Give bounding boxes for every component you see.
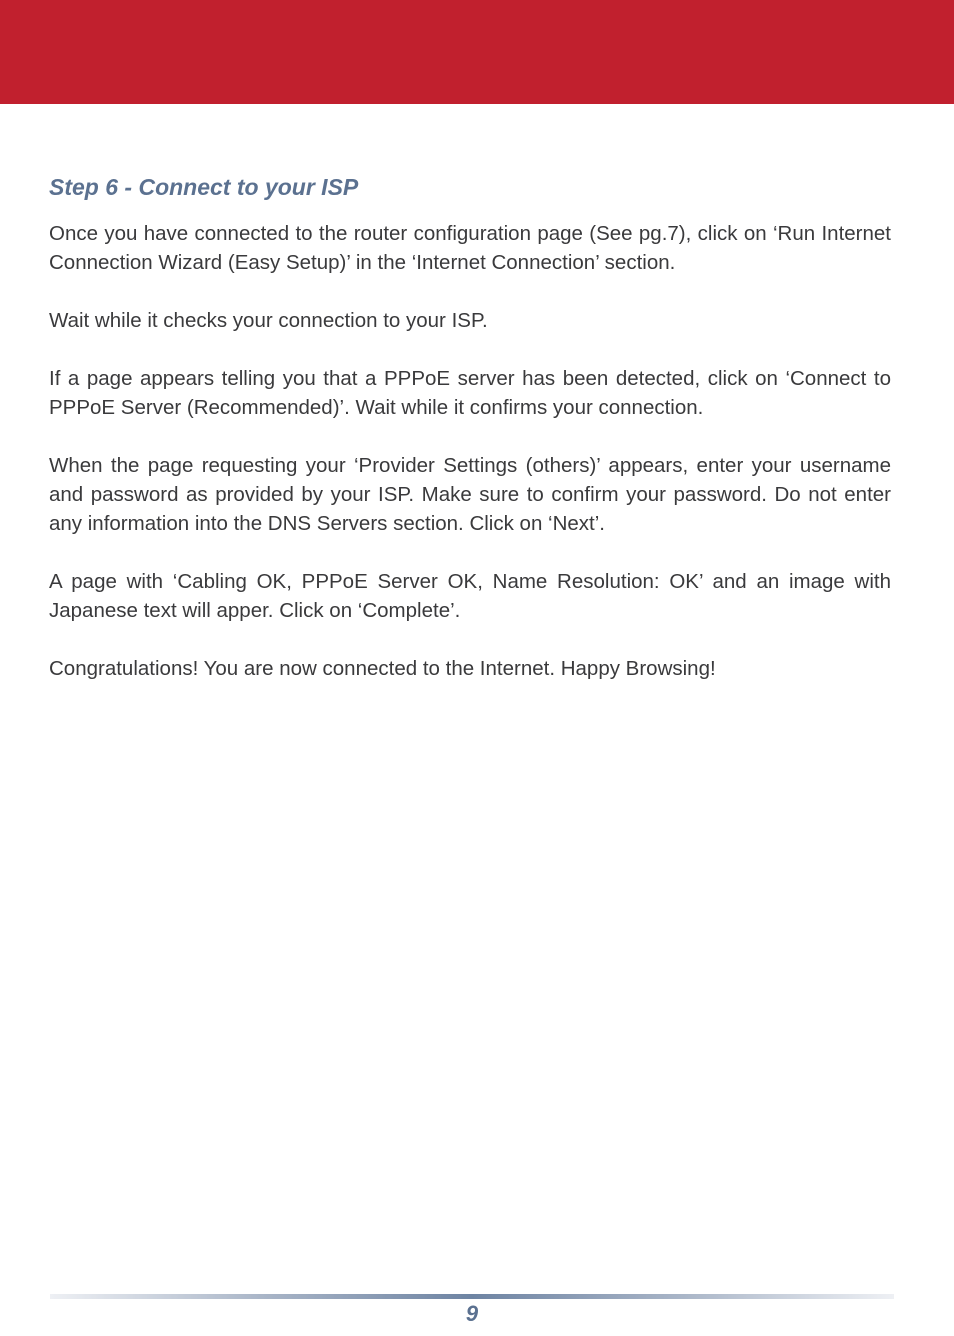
paragraph-pppoe-detected: If a page appears telling you that a PPPoE server has been detected, click on ‘Connect to PPPoE Server (Recommended)’. Wait while it confirms your connection. bbox=[49, 367, 891, 419]
footer-divider bbox=[50, 1294, 894, 1299]
paragraph-status-complete: A page with ‘Cabling OK, PPPoE Server OK, Name Resolution: OK’ and an image with Japanese text will apper. Click on ‘Complete’. bbox=[49, 570, 891, 622]
header-band bbox=[0, 0, 954, 104]
paragraph-wait-check: Wait while it checks your connection to your ISP. bbox=[49, 309, 488, 332]
paragraph-open-wizard: Once you have connected to the router configuration page (See pg.7), click on ‘Run Internet Connection Wizard (Easy Setup)’ in the ‘Internet Connection’ section. bbox=[49, 222, 891, 274]
page-content bbox=[49, 170, 891, 712]
paragraph-congratulations: Congratulations! You are now connected to the Internet. Happy Browsing! bbox=[49, 657, 716, 680]
paragraph-provider-settings: When the page requesting your ‘Provider Settings (others)’ appears, enter your username and password as provided by your ISP. Make sure to confirm your password. Do not enter any information into the DNS Servers section. Click on ‘Next’. bbox=[49, 454, 891, 535]
section-title: Step 6 - Connect to your ISP bbox=[49, 174, 359, 200]
page-number: 9 bbox=[465, 1301, 479, 1326]
